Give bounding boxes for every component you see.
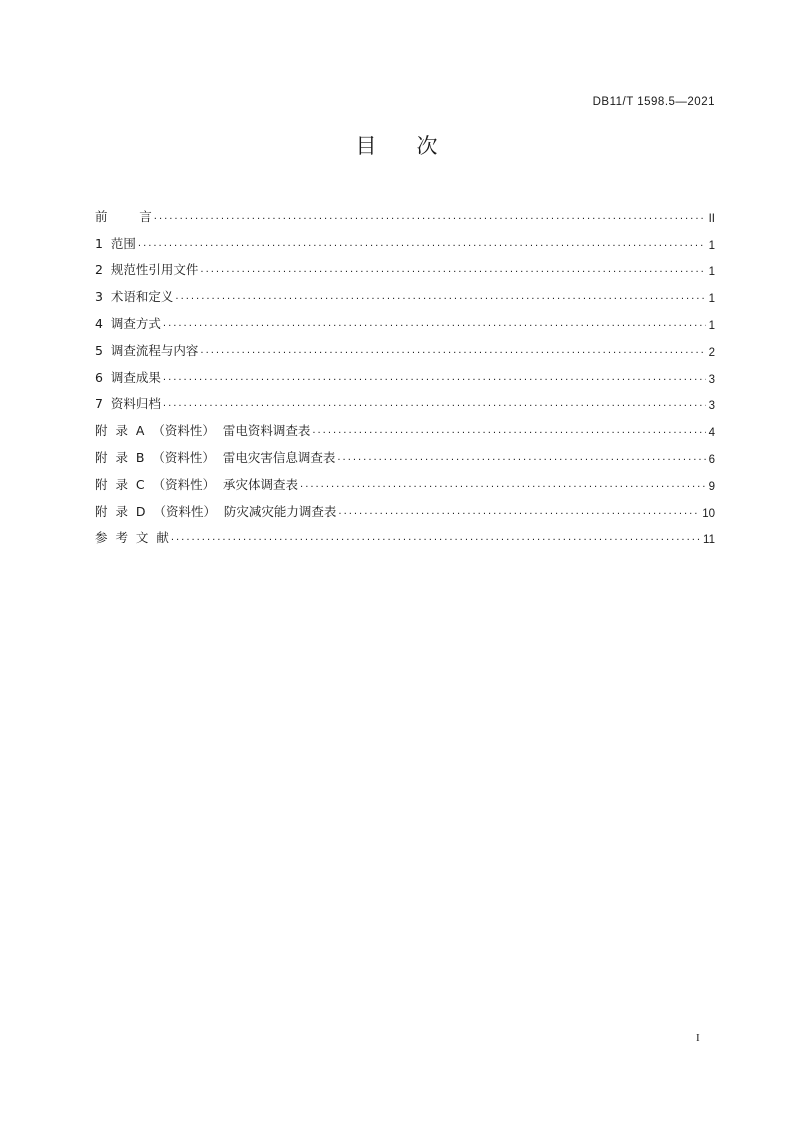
toc-entry-normative-references[interactable] xyxy=(95,252,715,279)
dot-leader xyxy=(171,531,700,543)
toc-entry-appendix-d[interactable] xyxy=(95,493,715,520)
table-of-contents xyxy=(95,198,715,546)
toc-entry-page: 3 xyxy=(708,400,715,413)
dot-leader xyxy=(175,290,705,302)
dot-leader xyxy=(312,424,705,436)
toc-entry-appendix-b[interactable] xyxy=(95,439,715,466)
page-number: I xyxy=(696,1032,700,1044)
toc-entry-terms-definitions[interactable] xyxy=(95,278,715,305)
toc-entry-page: 3 xyxy=(708,373,715,386)
dot-leader xyxy=(163,397,706,409)
toc-entry-page: 1 xyxy=(708,319,715,332)
toc-title: 目次 xyxy=(355,134,478,158)
toc-entry-page: 11 xyxy=(703,534,715,547)
dot-leader xyxy=(300,478,706,490)
toc-entry-archiving[interactable] xyxy=(95,386,715,413)
toc-entry-label: 7 资料归档 xyxy=(95,396,161,412)
toc-entry-label: 参 考 文 献 xyxy=(95,530,169,546)
toc-entry-label: 附 录 C （资料性） 承灾体调查表 xyxy=(95,476,299,492)
dot-leader xyxy=(337,451,705,463)
document-code: DB11/T 1598.5—2021 xyxy=(592,96,715,108)
dot-leader xyxy=(338,505,699,517)
toc-entry-label: 2 规范性引用文件 xyxy=(95,262,199,278)
toc-entry-label: 1 范围 xyxy=(95,235,136,251)
toc-entry-page: 1 xyxy=(708,266,715,279)
toc-entry-scope[interactable] xyxy=(95,225,715,252)
toc-entry-label: 附 录 A （资料性） 雷电资料调查表 xyxy=(95,423,311,439)
toc-entry-page: 9 xyxy=(708,480,715,493)
toc-entry-survey-methods[interactable] xyxy=(95,305,715,332)
toc-entry-survey-process[interactable] xyxy=(95,332,715,359)
toc-entry-appendix-a[interactable] xyxy=(95,412,715,439)
toc-entry-survey-results[interactable] xyxy=(95,359,715,386)
toc-entry-page: 1 xyxy=(708,239,715,252)
dot-leader xyxy=(163,317,706,329)
toc-entry-label: 附 录 D （资料性） 防灾减灾能力调查表 xyxy=(95,503,337,519)
toc-entry-label: 前 言 xyxy=(95,208,152,224)
toc-entry-page: II xyxy=(708,212,715,225)
toc-entry-page: 2 xyxy=(708,346,715,359)
toc-entry-appendix-c[interactable] xyxy=(95,466,715,493)
toc-entry-page: 1 xyxy=(708,293,715,306)
toc-entry-page: 10 xyxy=(702,507,715,520)
toc-entry-page: 4 xyxy=(708,427,715,440)
toc-entry-label: 附 录 B （资料性） 雷电灾害信息调查表 xyxy=(95,449,336,465)
toc-entry-foreword[interactable] xyxy=(95,198,715,225)
dot-leader xyxy=(200,263,705,275)
dot-leader xyxy=(154,210,706,222)
toc-entry-label: 6 调查成果 xyxy=(95,369,161,385)
dot-leader xyxy=(163,371,706,383)
dot-leader xyxy=(138,237,706,249)
dot-leader xyxy=(200,344,705,356)
toc-entry-bibliography[interactable] xyxy=(95,520,715,547)
toc-entry-label: 5 调查流程与内容 xyxy=(95,342,199,358)
toc-entry-label: 4 调查方式 xyxy=(95,315,161,331)
toc-entry-label: 3 术语和定义 xyxy=(95,289,174,305)
toc-entry-page: 6 xyxy=(708,453,715,466)
